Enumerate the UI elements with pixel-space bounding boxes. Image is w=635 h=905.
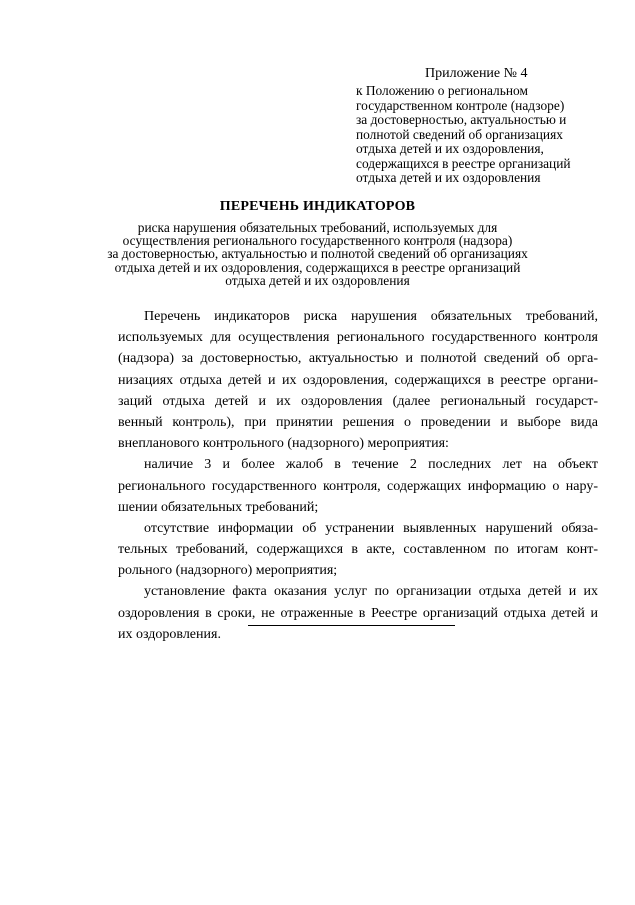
- paragraph-line: оздоровления в сроки, не отраженные в Реестре организаций отдыха детей и: [118, 605, 598, 621]
- end-separator-line: [248, 625, 455, 626]
- intro-paragraph: [118, 306, 598, 454]
- paragraph-line: шении обязательных требований;: [118, 499, 319, 515]
- paragraph-line: Перечень индикаторов риска нарушения обязательных требований,: [144, 309, 598, 324]
- paragraph-line: тельных требований, содержащихся в акте, составленном по итогам конт-: [118, 542, 598, 558]
- appendix-reference-line: к Положению о региональном: [356, 83, 528, 98]
- paragraph-line: заций отдыха детей и их оздоровления (далее региональный государст-: [118, 393, 598, 409]
- paragraph-line: отсутствие информации об устранении выявленных нарушений обяза-: [144, 520, 598, 536]
- paragraph-line: регионального государственного контроля, содержащих информацию о нару-: [118, 478, 598, 494]
- document-title: ПЕРЕЧЕНЬ ИНДИКАТОРОВ: [219, 199, 416, 214]
- document-subtitle: [100, 221, 535, 287]
- paragraph-line: рольного (надзорного) мероприятия;: [118, 563, 338, 579]
- appendix-title: Приложение № 4: [425, 66, 528, 81]
- subtitle-line: отдыха детей и их оздоровления, содержащихся в реестре организаций: [114, 259, 521, 275]
- appendix-reference-line: отдыха детей и их оздоровления,: [356, 141, 544, 156]
- appendix-reference-line: полнотой сведений об организациях: [356, 126, 563, 142]
- indicator-item: [118, 454, 598, 518]
- appendix-reference-line: за достоверностью, актуальностью и: [356, 112, 567, 127]
- appendix-reference-line: государственном контроле (надзоре): [356, 97, 565, 113]
- appendix-reference-line: отдыха детей и их оздоровления: [356, 170, 541, 185]
- appendix-reference: [356, 84, 616, 186]
- paragraph-line: внепланового контрольного (надзорного) мероприятия:: [118, 436, 449, 452]
- indicator-item: [118, 518, 598, 582]
- document-body: [118, 306, 598, 645]
- paragraph-line: используемых для осуществления регионального государственного контроля: [118, 330, 598, 346]
- paragraph-line: (надзора) за достоверностью, актуальностью и полнотой сведений об орга-: [118, 351, 598, 367]
- subtitle-line: риска нарушения обязательных требований, используемых для: [137, 220, 498, 235]
- indicator-item: [118, 581, 598, 645]
- appendix-reference-line: содержащихся в реестре организаций: [356, 155, 571, 171]
- subtitle-line: осуществления регионального государственного контроля (надзора): [122, 233, 513, 249]
- subtitle-line: отдыха детей и их оздоровления: [225, 272, 410, 288]
- subtitle-line: за достоверностью, актуальностью и полнотой сведений об организациях: [107, 246, 528, 262]
- paragraph-line: установление факта оказания услуг по организации отдыха детей и их: [144, 584, 598, 600]
- paragraph-line: низациях отдыха детей и их оздоровления, содержащихся в реестре органи-: [118, 372, 598, 388]
- paragraph-line: их оздоровления.: [118, 626, 221, 642]
- paragraph-line: венный контроль), при принятии решения о проведении и выборе вида: [118, 414, 598, 430]
- paragraph-line: наличие 3 и более жалоб в течение 2 последних лет на объект: [144, 457, 598, 473]
